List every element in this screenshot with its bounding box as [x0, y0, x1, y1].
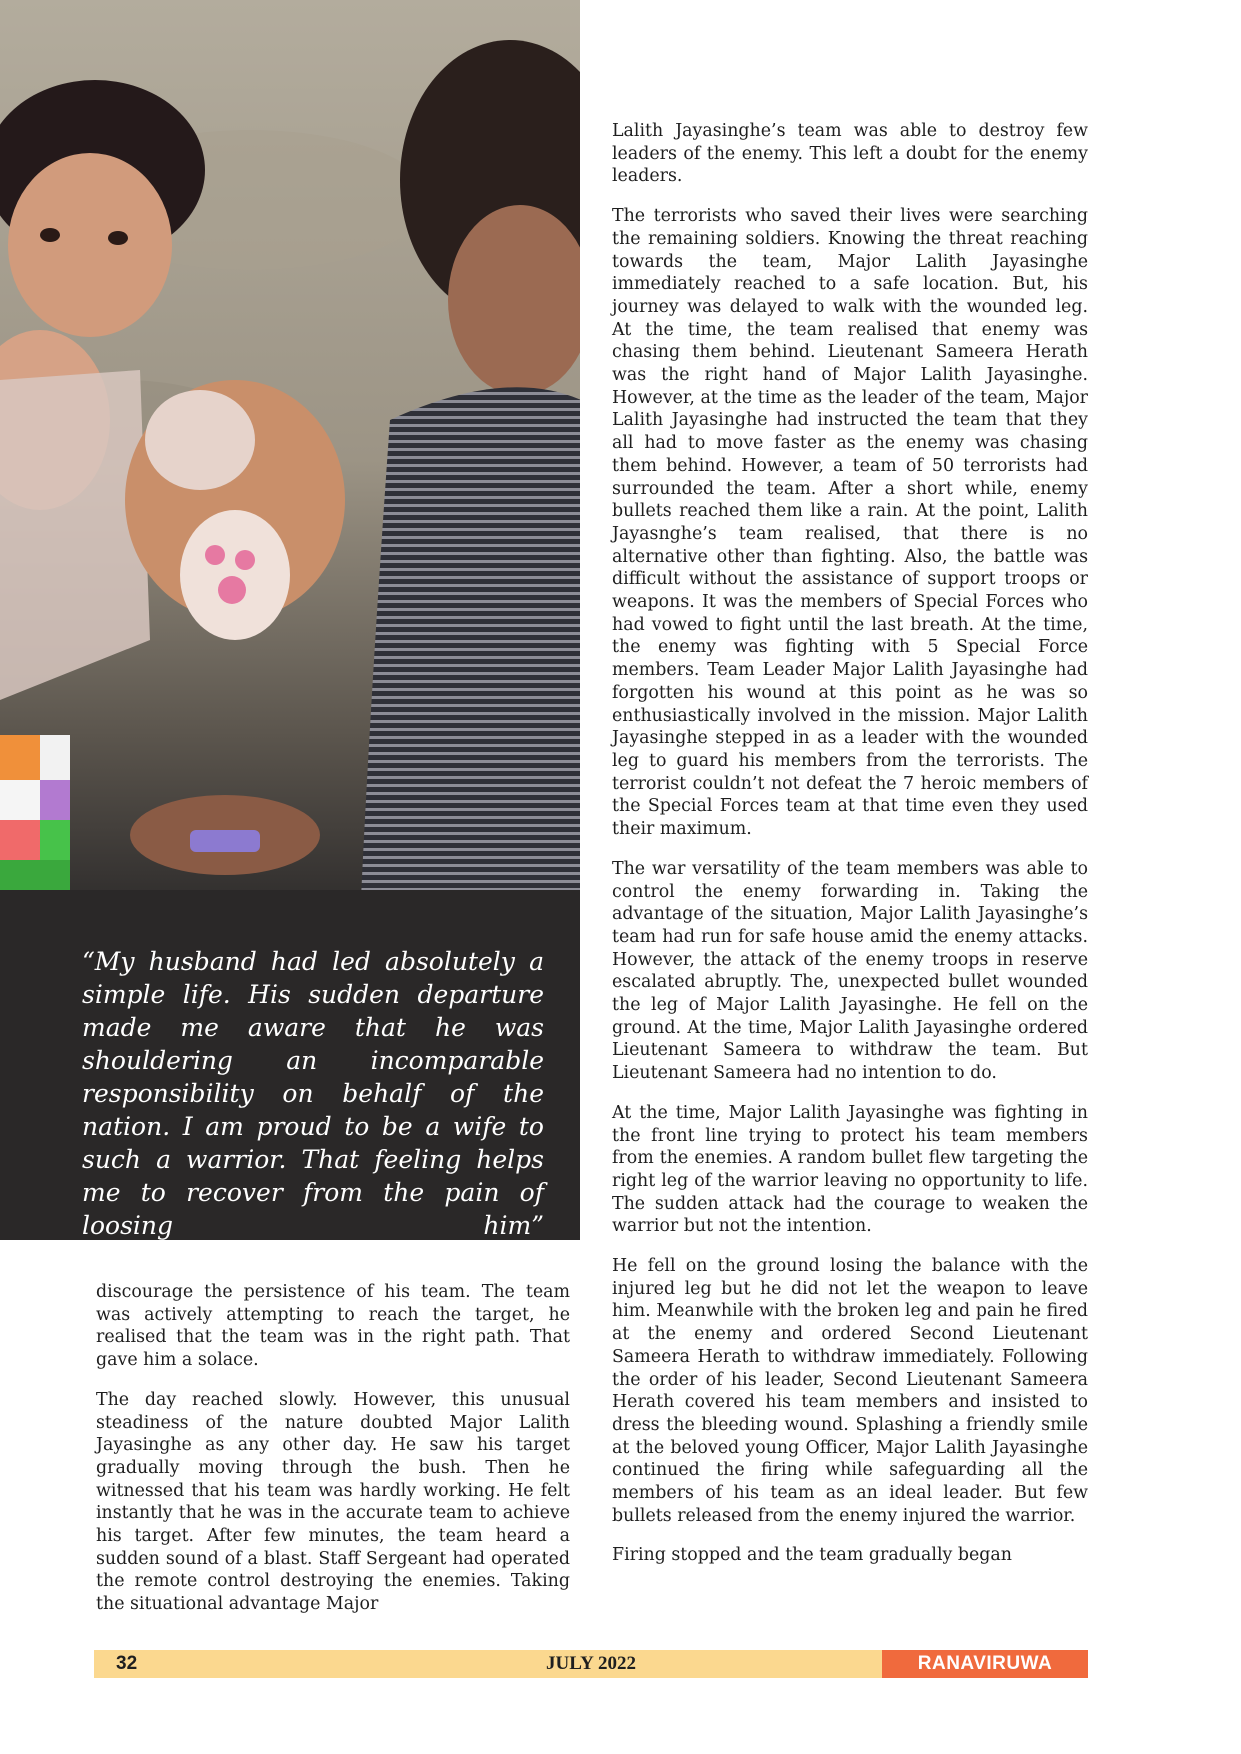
issue-date: JULY 2022 — [546, 1653, 636, 1674]
magazine-brand: RANAVIRUWA — [882, 1650, 1088, 1678]
page-footer — [94, 1650, 1088, 1678]
paragraph: He fell on the ground losing the balance with the injured leg but he did not let the weapon to leave him. Meanwhile with the broken leg and pain he fired at the enemy and ordered Second Lieutenant Sameera Herath to withdraw immediately. Following the order of his leader, Second Lieutenant Sameera Herath covered his team members and insisted to dress the bleeding wound. Splashing a friendly smile at the beloved young Officer, Major Lalith Jayasinghe continued the firing while safeguarding all the members of his team as an ideal leader. But few bullets released from the enemy injured the warrior. — [612, 1256, 1088, 1526]
photo-illustration — [0, 0, 580, 920]
paragraph: The terrorists who saved their lives were searching the remaining soldiers. Knowing the threat reaching towards the team, Major Lalith Jayasinghe immediately reached to a safe location. But, his journey was delayed to walk with the wounded leg. At the time, the team realised that enemy was chasing them behind. Lieutenant Sameera Herath was the right hand of Major Lalith Jayasinghe. However, at the time as the leader of the team, Major Lalith Jayasinghe had instructed the team that they all had to move faster as the enemy was chasing them behind. However, a team of 50 terrorists had surrounded the team. After a short while, enemy bullets reached them like a rain. At the point, Lalith Jayasnghe’s team realised, that there is no alternative other than fighting. Also, the battle was difficult without the assistance of support troops or weapons. It was the members of Special Forces who had vowed to fight until the last breath. At the time, the enemy was fighting with 5 Special Force members. Team Leader Major Lalith Jayasinghe had forgotten his wound at this point as he was so enthusiastically involved in the mission. Major Lalith Jayasinghe stepped in as a leader with the wounded leg to guard his members from the terrorists. The terrorist couldn’t not defeat the 7 heroic members of the Special Forces team at that time even they used their maximum. — [612, 206, 1088, 840]
paragraph: The day reached slowly. However, this unusual steadiness of the nature doubted Major Lalith Jayasinghe as any other day. He saw his target gradually moving through the bush. Then he witnessed that his team was hardly working. He felt instantly that he was in the accurate team to achieve his target. After few minutes, the team heard a sudden sound of a blast. Staff Sergeant had operated the remote control destroying the enemies. Taking the situational advantage Major — [96, 1389, 570, 1615]
article-left-column — [96, 1281, 570, 1616]
paragraph: The war versatility of the team members was able to control the enemy forwarding in. Taking the advantage of the situation, Major Lalith Jayasinghe’s team had run for safe house amid the enemy attacks. However, the attack of the enemy troops in reserve escalated abruptly. The, unexpected bullet wounded the leg of Major Lalith Jayasinghe. He fell on the ground. At the time, Major Lalith Jayasinghe ordered Lieutenant Sameera to withdraw the team. But Lieutenant Sameera had no intention to do. — [612, 858, 1088, 1084]
article-photo — [0, 0, 580, 920]
page-number: 32 — [116, 1653, 138, 1674]
paragraph: discourage the persistence of his team. The team was actively attempting to reach the target, he realised that the team was in the right path. That gave him a solace. — [96, 1282, 570, 1371]
pull-quote: “My husband had led absolutely a simple life. His sudden departure made me aware that he was shouldering an incomparable responsibility on behalf of the nation. I am proud to be a wife to such a warrior. That feeling helps me to recover from the pain of loosing him” — [82, 947, 544, 1240]
paragraph: At the time, Major Lalith Jayasinghe was fighting in the front line trying to protect his team members from the enemies. A random bullet flew targeting the right leg of the warrior leaving no opportunity to life. The sudden attack had the courage to weaken the warrior but not the intention. — [612, 1102, 1088, 1237]
article-right-column — [612, 120, 1088, 1567]
paragraph: Firing stopped and the team gradually began — [612, 1545, 1012, 1566]
paragraph: Lalith Jayasinghe’s team was able to destroy few leaders of the enemy. This left a doubt for the enemy leaders. — [612, 121, 1088, 187]
